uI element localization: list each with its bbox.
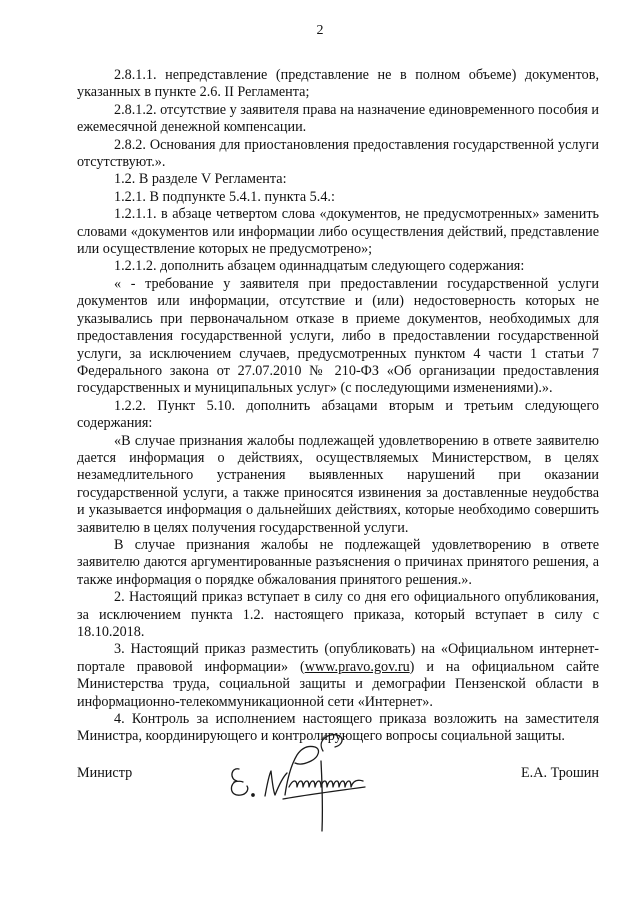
signer-role: Министр bbox=[77, 765, 133, 781]
paragraph-complaint-rejected: В случае признания жалобы не подлежащей удовлетворению в ответе заявителю даются аргументированные разъяснения о причинах принятого решения, а также информация о порядке обжалования принятого решения.». bbox=[77, 536, 599, 588]
paragraph-2-8-1-2: 2.8.1.2. отсутствие у заявителя права на назначение единовременного пособия и ежемесячной денежной компенсации. bbox=[77, 101, 599, 136]
signer-name: Е.А. Трошин bbox=[521, 765, 599, 781]
document-body bbox=[77, 67, 599, 746]
publication-text-end: ) и на официальном сайте Министерства труда, социальной защиты и демографии Пензенской области в информационно-телекоммуникационной сети «Интернет». bbox=[77, 658, 599, 710]
paragraph-1-2-1-1: 1.2.1.1. в абзаце четвертом слова «документов, не предусмотренных» заменить словами «документов или информации либо осуществления действий, представление или осуществление которых не предусмотрено»; bbox=[77, 206, 599, 258]
publication-text-start: 3. Настоящий приказ разместить (опубликовать) на «Официальном интернет-портале правовой информации» ( bbox=[77, 641, 599, 675]
paragraph-1-2-1: 1.2.1. В подпункте 5.4.1. пункта 5.4.: bbox=[114, 188, 335, 205]
paragraph-1-2-2: 1.2.2. Пункт 5.10. дополнить абзацами вторым и третьим следующего содержания: bbox=[77, 397, 599, 432]
paragraph-complaint-satisfied: «В случае признания жалобы подлежащей удовлетворению в ответе заявителю дается информация о действиях, осуществляемых Министерством, в целях незамедлительного устранения выявленных нарушений при оказании государственной услуги, а также приносятся извинения за доставленные неудобства и указывается информация о дальнейших действиях, которые необходимо совершить заявителю в целях получения государственной услуги. bbox=[77, 432, 599, 536]
handwritten-signature bbox=[225, 725, 380, 837]
paragraph-2-8-1-1: 2.8.1.1. непредставление (представление не в полном объеме) документов, указанных в пункте 2.6. II Регламента; bbox=[77, 67, 599, 101]
paragraph-requirement-quote: « - требование у заявителя при предоставлении государственной услуги документов или информации, отсутствие и (или) недостоверность которых не указывались при первоначальном отказе в приеме документов, необходимых для предоставления государственной услуги, либо в предоставлении государственной услуги, за исключением случаев, предусмотренных пунктом 4 части 1 статьи 7 Федерального закона от 27.07.2010 № 210-ФЗ «Об организации предоставления государственных и муниципальных услуг» (с последующими изменениями).». bbox=[77, 275, 599, 397]
paragraph-1-2: 1.2. В разделе V Регламента: bbox=[114, 171, 287, 188]
paragraph-2-8-2: 2.8.2. Основания для приостановления предоставления государственной услуги отсутствуют.». bbox=[77, 136, 599, 171]
paragraph-3-publication bbox=[77, 641, 599, 711]
page-number: 2 bbox=[316, 23, 324, 38]
paragraph-1-2-1-2: 1.2.1.2. дополнить абзацем одиннадцатым следующего содержания: bbox=[114, 258, 525, 275]
paragraph-4-control: 4. Контроль за исполнением настоящего приказа возложить на заместителя Министра, координирующего и контролирующего вопросы социальной защиты. bbox=[77, 711, 599, 745]
paragraph-2-effective-date: 2. Настоящий приказ вступает в силу со дня его официального опубликования, за исключением пункта 1.2. настоящего приказа, который вступает в силу с 18.10.2018. bbox=[77, 589, 599, 640]
pravo-gov-link[interactable]: www.pravo.gov.ru bbox=[304, 658, 410, 675]
